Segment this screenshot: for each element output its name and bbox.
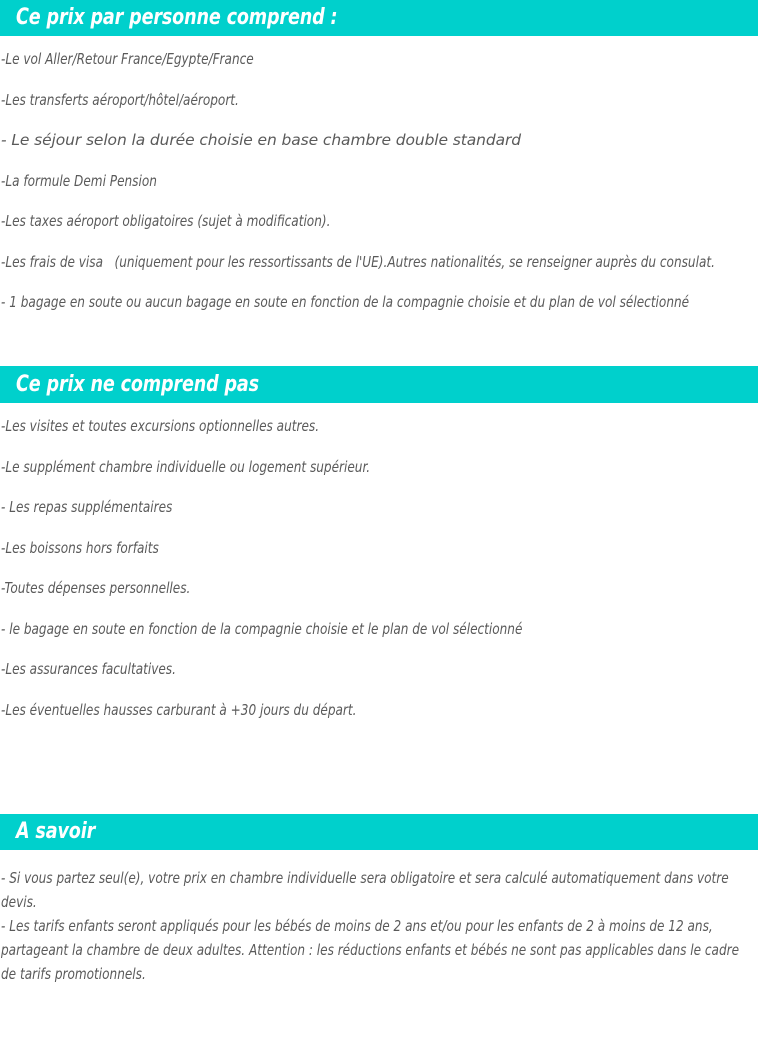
list-item: - Le séjour selon la durée choisie en base chambre double standard	[1, 131, 521, 149]
section-header-good-to-know	[0, 814, 758, 850]
list-item: - Les repas supplémentaires	[1, 498, 173, 516]
list-item: -Les visites et toutes excursions optionnelles autres.	[1, 417, 320, 435]
list-item: -Le supplément chambre individuelle ou logement supérieur.	[1, 457, 371, 476]
section-header-excludes-title: Ce prix ne comprend pas	[16, 371, 259, 397]
section-header-good-to-know-title: A savoir	[16, 819, 96, 844]
paragraph: - Les tarifs enfants seront appliqués pour les bébés de moins de 2 ans et/ou pour les enfants de 2 à moins de 12 ans, partageant la chambre de deux adultes. Attention : les réductions enfants et bébés ne sont pas applicables dans le cadre de tarifs promotionnels.	[1, 917, 743, 983]
list-item: - le bagage en soute en fonction de la compagnie choisie et le plan de vol sélectionné	[1, 619, 523, 638]
list-item: -Les taxes aéroport obligatoires (sujet à modification).	[1, 212, 331, 230]
list-item: -Les éventuelles hausses carburant à +30 jours du départ.	[1, 700, 357, 719]
section-body-includes	[0, 52, 758, 336]
list-item: -Les boissons hors forfaits	[1, 538, 159, 557]
section-header-includes-title: Ce prix par personne comprend :	[16, 5, 338, 30]
list-item: -Toutes dépenses personnelles.	[1, 579, 191, 597]
section-header-excludes	[0, 366, 758, 403]
section-body-excludes	[0, 419, 758, 743]
paragraph: - Si vous partez seul(e), votre prix en chambre individuelle sera obligatoire et sera calculé automatiquement dans votre devis.	[1, 869, 733, 911]
list-item: -Les transferts aéroport/hôtel/aéroport.	[1, 90, 239, 109]
section-body-good-to-know	[0, 866, 758, 986]
list-item: -Les frais de visa (uniquement pour les ressortissants de l'UE).Autres nationalités, se renseigner auprès du consulat.	[1, 252, 715, 271]
list-item: -Le vol Aller/Retour France/Egypte/France	[1, 50, 254, 68]
list-item: -Les assurances facultatives.	[1, 660, 176, 678]
section-header-includes	[0, 0, 758, 36]
list-item: - 1 bagage en soute ou aucun bagage en soute en fonction de la compagnie choisie et du plan de vol sélectionné	[1, 293, 690, 311]
list-item: -La formule Demi Pension	[1, 171, 157, 190]
